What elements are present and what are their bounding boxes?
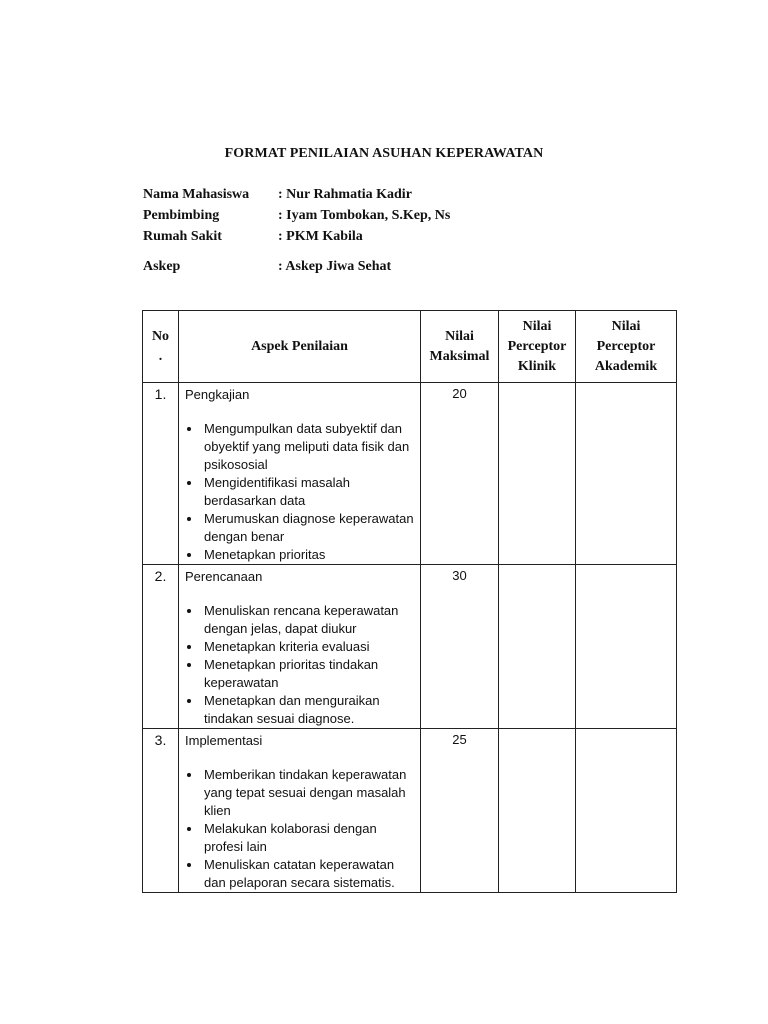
aspek-title: Perencanaan <box>185 569 263 584</box>
header-nilai-maksimal: Nilai Maksimal <box>421 311 499 383</box>
list-item: • Menuliskan rencana keperawatan dengan jelas, dapat diukur <box>202 602 416 638</box>
pembimbing-label: Pembimbing <box>143 208 220 223</box>
nilai-akademik-cell[interactable] <box>576 383 677 565</box>
assessment-table <box>142 310 677 893</box>
row-number: 2. <box>143 565 179 729</box>
header-nilai-perceptor-klinik: Nilai Perceptor Klinik <box>499 311 576 383</box>
nama-mahasiswa-label: Nama Mahasiswa <box>143 187 250 202</box>
list-item: • Merumuskan diagnose keperawatan dengan benar <box>202 510 416 546</box>
aspek-title: Implementasi <box>185 733 263 748</box>
nilai-maksimal-cell: 20 <box>421 383 499 565</box>
rumah-sakit-value: : PKM Kabila <box>278 229 363 244</box>
aspek-title: Pengkajian <box>185 387 250 402</box>
nilai-klinik-cell[interactable] <box>499 565 576 729</box>
aspek-list <box>185 420 416 564</box>
aspek-list <box>185 766 416 892</box>
aspek-cell <box>179 565 421 729</box>
aspek-list <box>185 602 416 728</box>
list-item: • Mengumpulkan data subyektif dan obyektif yang meliputi data fisik dan psikososial <box>202 420 416 474</box>
list-item: • Menetapkan kriteria evaluasi <box>202 638 416 656</box>
table-header-row <box>143 311 677 383</box>
aspek-cell <box>179 383 421 565</box>
nama-mahasiswa-row <box>143 187 412 203</box>
pembimbing-value: : Iyam Tombokan, S.Kep, Ns <box>278 208 451 223</box>
nama-mahasiswa-value: : Nur Rahmatia Kadir <box>278 187 412 202</box>
nilai-akademik-cell[interactable] <box>576 729 677 893</box>
table-row <box>143 729 677 893</box>
list-item: • Menetapkan prioritas <box>202 546 416 564</box>
list-item: • Menuliskan catatan keperawatan dan pelaporan secara sistematis. <box>202 856 416 892</box>
list-item: • Menetapkan prioritas tindakan keperawatan <box>202 656 416 692</box>
nilai-klinik-cell[interactable] <box>499 729 576 893</box>
aspek-cell <box>179 729 421 893</box>
rumah-sakit-label: Rumah Sakit <box>143 229 222 244</box>
pembimbing-row <box>143 208 450 224</box>
header-no: No . <box>143 311 179 383</box>
nilai-maksimal-cell: 25 <box>421 729 499 893</box>
document-title: FORMAT PENILAIAN ASUHAN KEPERAWATAN <box>224 146 544 161</box>
list-item: • Melakukan kolaborasi dengan profesi lain <box>202 820 416 856</box>
rumah-sakit-row <box>143 229 363 245</box>
list-item: • Mengidentifikasi masalah berdasarkan data <box>202 474 416 510</box>
header-nilai-perceptor-akademik: Nilai Perceptor Akademik <box>576 311 677 383</box>
askep-value: : Askep Jiwa Sehat <box>278 259 392 274</box>
list-item: • Memberikan tindakan keperawatan yang tepat sesuai dengan masalah klien <box>202 766 416 820</box>
nilai-maksimal-cell: 30 <box>421 565 499 729</box>
header-aspek-penilaian: Aspek Penilaian <box>179 311 421 383</box>
nilai-akademik-cell[interactable] <box>576 565 677 729</box>
list-item: • Menetapkan dan menguraikan tindakan sesuai diagnose. <box>202 692 416 728</box>
nilai-klinik-cell[interactable] <box>499 383 576 565</box>
askep-label: Askep <box>143 259 181 274</box>
row-number: 1. <box>143 383 179 565</box>
askep-row <box>143 259 391 275</box>
row-number: 3. <box>143 729 179 893</box>
table-row <box>143 383 677 565</box>
table-row <box>143 565 677 729</box>
